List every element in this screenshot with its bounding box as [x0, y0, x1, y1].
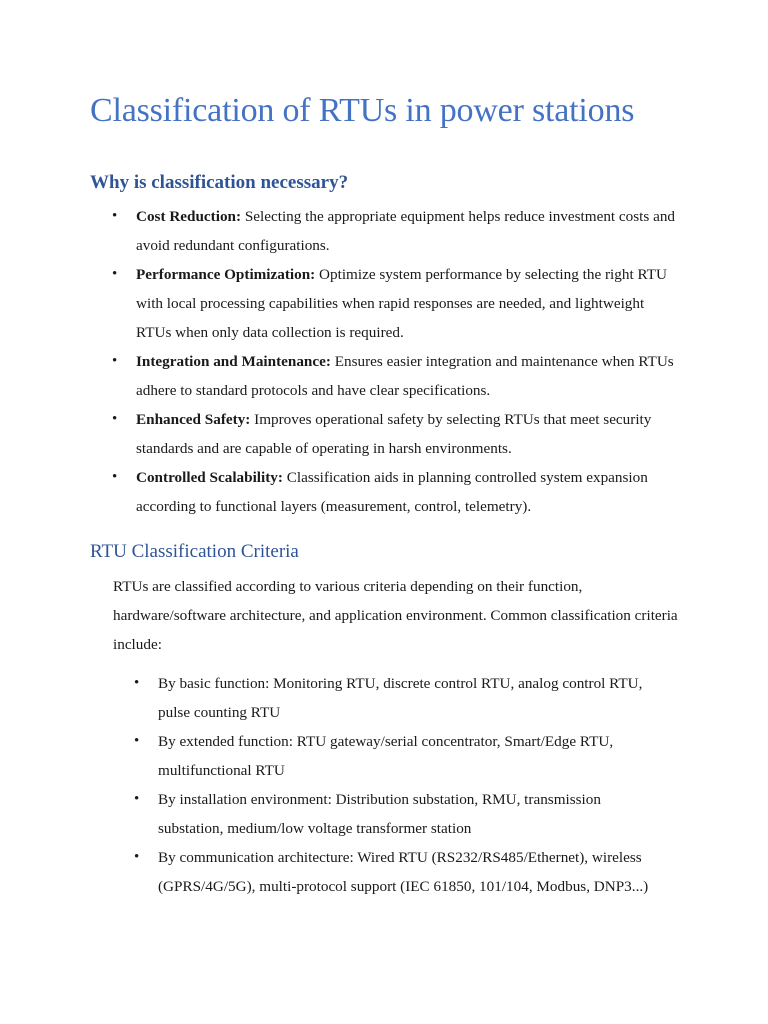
bullet-icon: • [134, 733, 140, 749]
list-item-text: Improves operational safety by selecting RTUs that meet security standards and are capable of operating in harsh environments. [136, 411, 652, 457]
bullet-icon: • [134, 675, 140, 691]
criteria-list [134, 669, 668, 901]
bullet-icon: • [134, 791, 140, 807]
list-item [134, 843, 668, 901]
list-item-text: Optimize system performance by selecting the right RTU with local processing capabilities when rapid responses are needed, and lightweight RTUs when only data collection is required. [136, 266, 667, 341]
list-item [112, 347, 681, 405]
list-item-text: Ensures easier integration and maintenance when RTUs adhere to standard protocols and have clear specifications. [136, 353, 674, 399]
bullet-icon: • [112, 469, 118, 485]
list-item-text: By basic function: Monitoring RTU, discrete control RTU, analog control RTU, pulse counting RTU [158, 675, 643, 721]
list-item-label: Enhanced Safety: [136, 411, 251, 428]
list-item [134, 727, 668, 785]
list-item-label: Performance Optimization: [136, 266, 316, 283]
list-item [112, 202, 681, 260]
bullet-icon: • [112, 411, 118, 427]
section-heading-criteria: RTU Classification Criteria [90, 541, 299, 562]
bullet-icon: • [112, 208, 118, 224]
list-item-label: Cost Reduction: [136, 208, 242, 225]
bullet-icon: • [112, 266, 118, 282]
section-heading-why: Why is classification necessary? [90, 172, 349, 193]
list-item [112, 463, 681, 521]
list-item-text: By installation environment: Distribution substation, RMU, transmission substation, medium/low voltage transformer station [158, 791, 601, 837]
list-item [112, 260, 681, 347]
list-item-text: By extended function: RTU gateway/serial concentrator, Smart/Edge RTU, multifunctional RTU [158, 733, 614, 779]
list-item-label: Integration and Maintenance: [136, 353, 331, 370]
list-item [134, 785, 668, 843]
list-item [134, 669, 668, 727]
list-item-label: Controlled Scalability: [136, 469, 283, 486]
bullet-icon: • [134, 849, 140, 865]
list-item-text: By communication architecture: Wired RTU (RS232/RS485/Ethernet), wireless (GPRS/4G/5G), multi-protocol support (IEC 61850, 101/104, Modbus, DNP3...) [158, 849, 649, 895]
criteria-intro-paragraph: RTUs are classified according to various criteria depending on their function, hardware/software architecture, and application environment. Common classification criteria include: [113, 578, 678, 653]
benefits-list [112, 202, 681, 521]
list-item-text: Selecting the appropriate equipment helps reduce investment costs and avoid redundant configurations. [136, 208, 676, 254]
list-item [112, 405, 681, 463]
list-item-text: Classification aids in planning controlled system expansion according to functional layers (measurement, control, telemetry). [136, 469, 648, 515]
bullet-icon: • [112, 353, 118, 369]
page-title: Classification of RTUs in power stations [90, 92, 635, 129]
